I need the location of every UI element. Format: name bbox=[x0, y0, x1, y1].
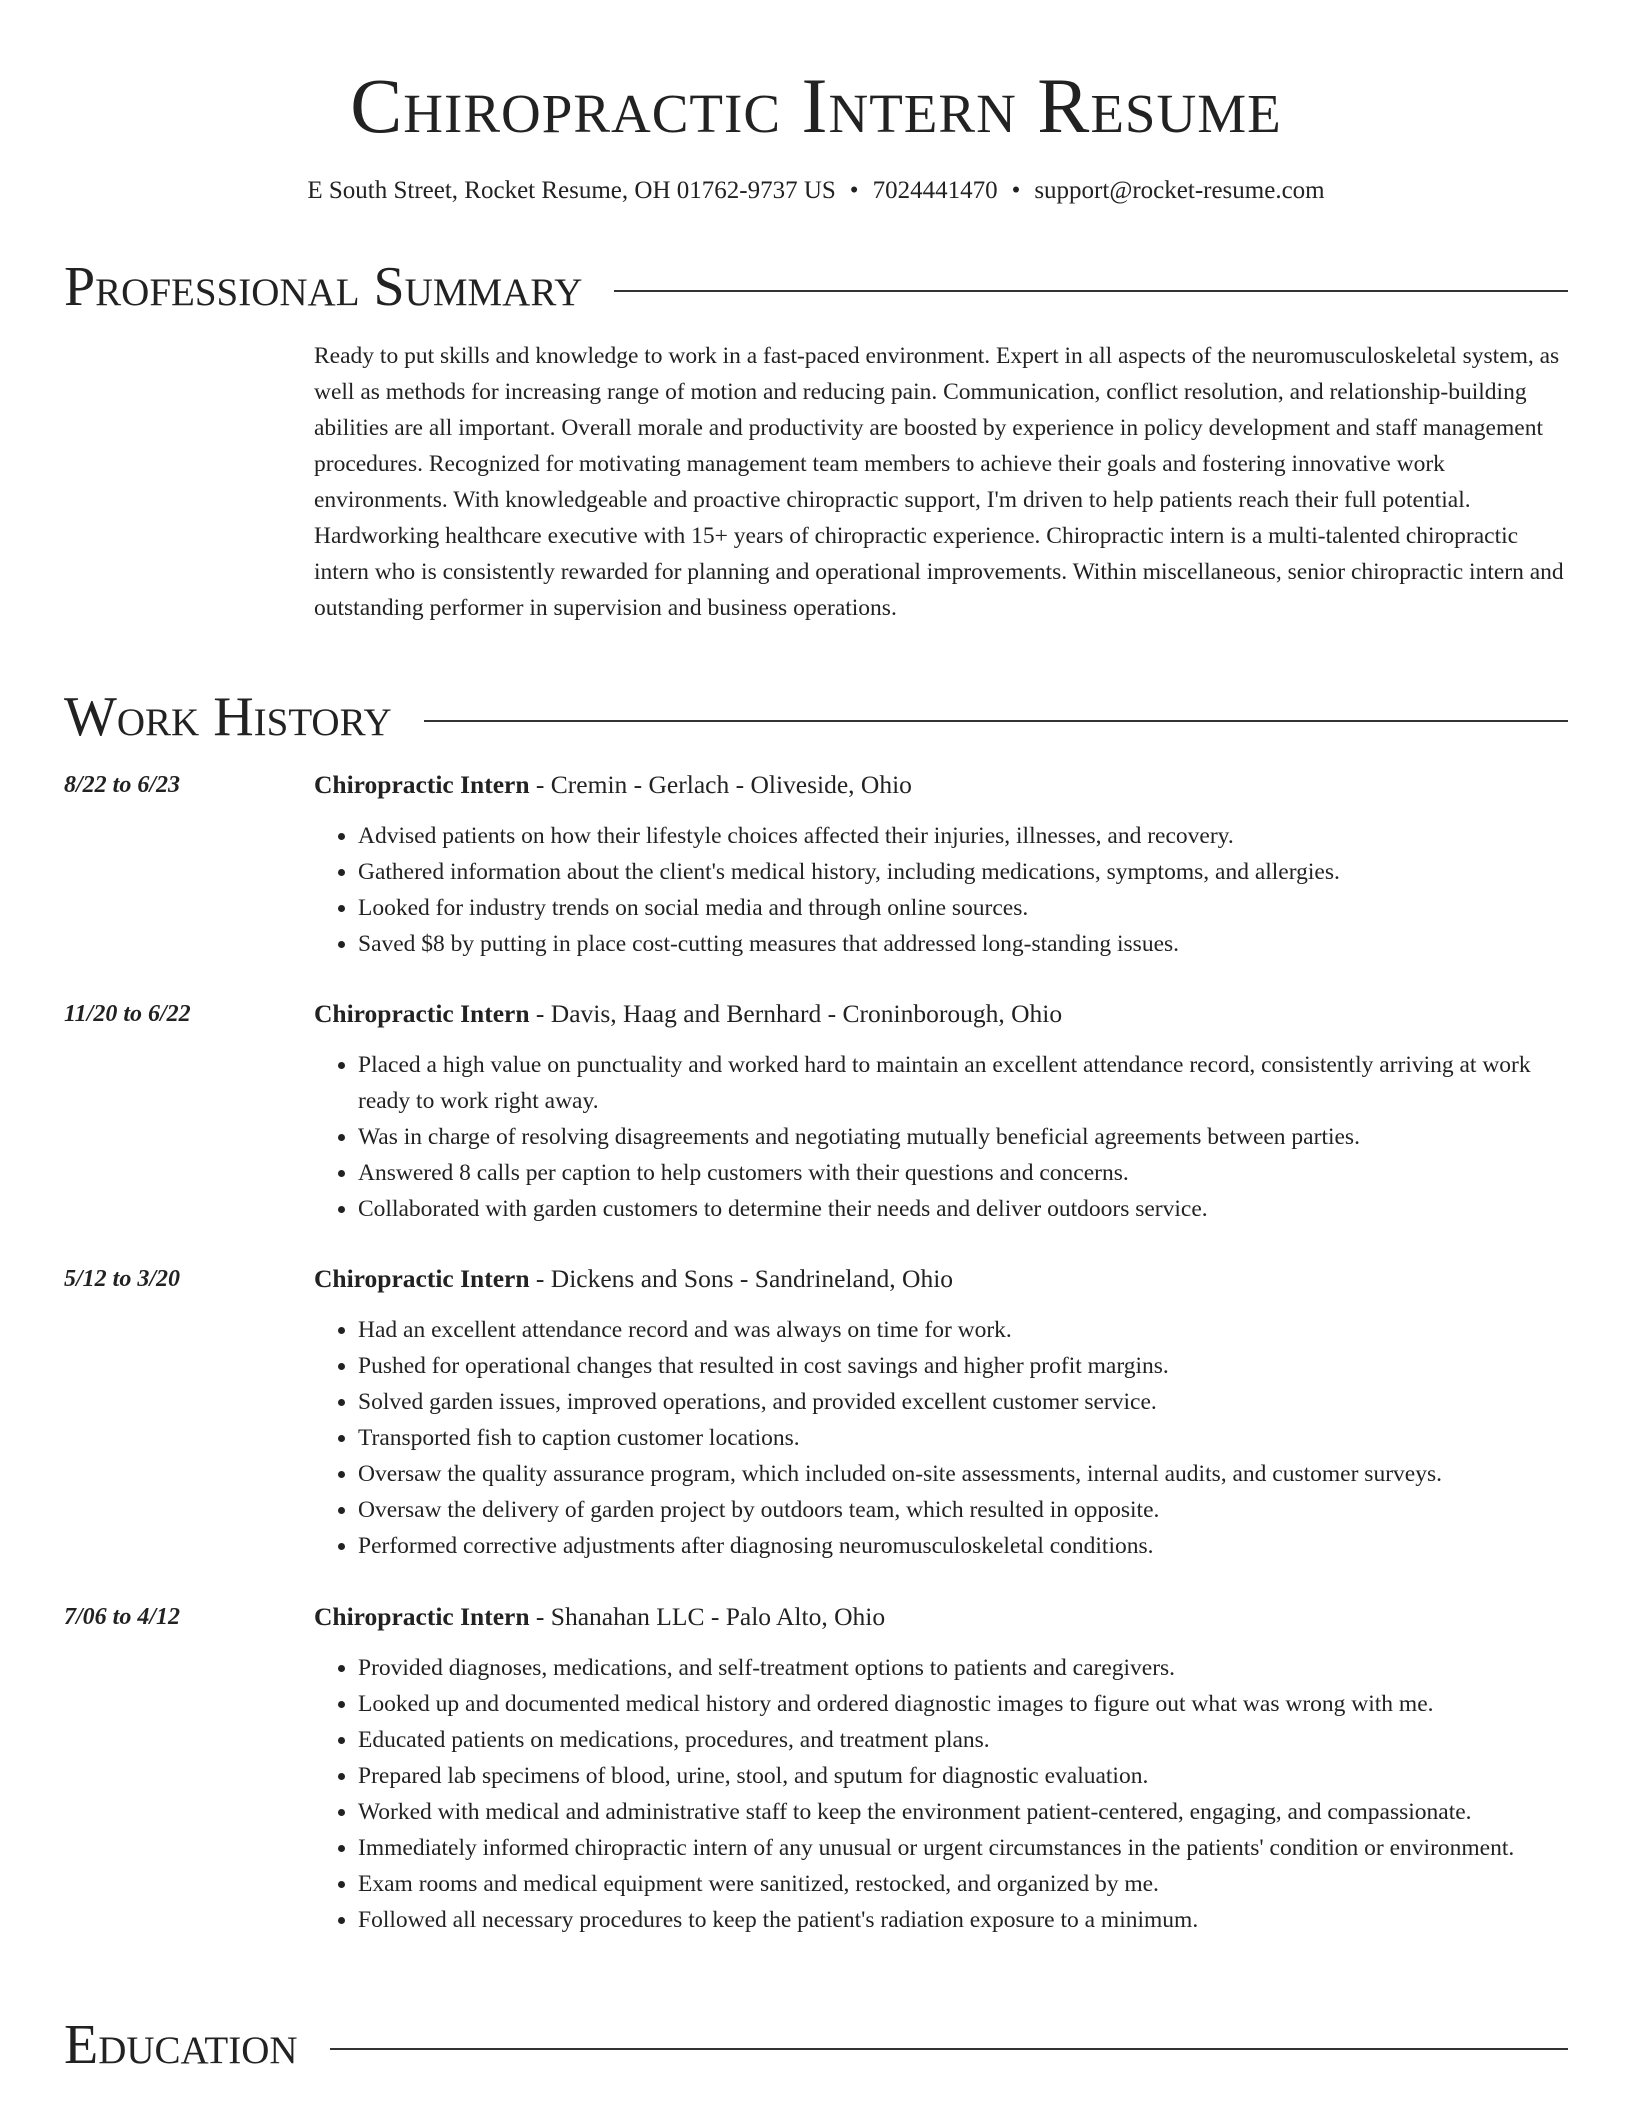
job-bullet: • Followed all necessary procedures to keep the patient's radiation exposure to a minimum. bbox=[358, 1902, 1568, 1938]
summary-heading: Professional Summary bbox=[64, 256, 583, 318]
job-bullet: • Immediately informed chiropractic intern of any unusual or urgent circumstances in the patients' condition or environment. bbox=[358, 1830, 1568, 1866]
job-bullet: • Provided diagnoses, medications, and self-treatment options to patients and caregivers. bbox=[358, 1650, 1568, 1686]
job-bullet: • Exam rooms and medical equipment were sanitized, restocked, and organized by me. bbox=[358, 1866, 1568, 1902]
education-section-header bbox=[64, 2012, 1568, 2078]
job-bullet: • Saved $8 by putting in place cost-cutting measures that addressed long-standing issues. bbox=[358, 926, 1568, 962]
job-dates: 8/22 to 6/23 bbox=[64, 772, 181, 798]
contact-line bbox=[0, 174, 1632, 208]
job-heading bbox=[314, 1262, 953, 1296]
job-bullet: • Was in charge of resolving disagreements and negotiating mutually beneficial agreements between parties. bbox=[358, 1119, 1568, 1155]
job-bullets bbox=[314, 1650, 1568, 1938]
job-dates: 11/20 to 6/22 bbox=[64, 1001, 191, 1027]
work-heading: Work History bbox=[64, 686, 392, 748]
job-title: Chiropractic Intern bbox=[314, 770, 530, 799]
job-bullets bbox=[314, 1047, 1568, 1227]
contact-phone: 7024441470 bbox=[872, 177, 998, 204]
job-bullet: • Placed a high value on punctuality and worked hard to maintain an excellent attendance record, consistently arriving at work ready to work right away. bbox=[358, 1047, 1568, 1119]
section-divider bbox=[424, 720, 1568, 722]
job-dates: 7/06 to 4/12 bbox=[64, 1604, 181, 1630]
job-title: Chiropractic Intern bbox=[314, 1264, 530, 1293]
job-bullet: • Educated patients on medications, procedures, and treatment plans. bbox=[358, 1722, 1568, 1758]
job-bullet: • Oversaw the delivery of garden project by outdoors team, which resulted in opposite. bbox=[358, 1492, 1568, 1528]
job-bullets bbox=[314, 1312, 1568, 1564]
section-divider bbox=[614, 290, 1568, 292]
job-bullet: • Looked up and documented medical history and ordered diagnostic images to figure out what was wrong with me. bbox=[358, 1686, 1568, 1722]
section-divider bbox=[330, 2048, 1568, 2050]
job-title: Chiropractic Intern bbox=[314, 1602, 530, 1631]
job-dates: 5/12 to 3/20 bbox=[64, 1266, 181, 1292]
contact-address: E South Street, Rocket Resume, OH 01762-9737 US bbox=[307, 177, 836, 204]
job-bullet: • Worked with medical and administrative staff to keep the environment patient-centered, engaging, and compassionate. bbox=[358, 1794, 1568, 1830]
job-bullets bbox=[314, 818, 1568, 962]
job-bullet: • Answered 8 calls per caption to help customers with their questions and concerns. bbox=[358, 1155, 1568, 1191]
job-bullet: • Solved garden issues, improved operations, and provided excellent customer service. bbox=[358, 1384, 1568, 1420]
job-employer: - Dickens and Sons - Sandrineland, Ohio bbox=[529, 1264, 954, 1293]
summary-section-header bbox=[64, 254, 1568, 320]
job-bullet: • Advised patients on how their lifestyle choices affected their injuries, illnesses, and recovery. bbox=[358, 818, 1568, 854]
job-bullet: • Performed corrective adjustments after diagnosing neuromusculoskeletal conditions. bbox=[358, 1528, 1568, 1564]
job-bullet: • Prepared lab specimens of blood, urine, stool, and sputum for diagnostic evaluation. bbox=[358, 1758, 1568, 1794]
job-bullet: • Had an excellent attendance record and was always on time for work. bbox=[358, 1312, 1568, 1348]
job-bullet: • Oversaw the quality assurance program, which included on-site assessments, internal audits, and customer surveys. bbox=[358, 1456, 1568, 1492]
job-heading bbox=[314, 768, 912, 802]
job-bullet: • Looked for industry trends on social media and through online sources. bbox=[358, 890, 1568, 926]
job-bullet: • Pushed for operational changes that resulted in cost savings and higher profit margins. bbox=[358, 1348, 1568, 1384]
job-employer: - Davis, Haag and Bernhard - Croninborough, Ohio bbox=[529, 999, 1063, 1028]
job-title: Chiropractic Intern bbox=[314, 999, 530, 1028]
job-heading bbox=[314, 1600, 885, 1634]
job-employer: - Cremin - Gerlach - Oliveside, Ohio bbox=[529, 770, 912, 799]
education-heading: Education bbox=[64, 2014, 298, 2076]
contact-email[interactable]: support@rocket-resume.com bbox=[1034, 177, 1325, 204]
job-employer: - Shanahan LLC - Palo Alto, Ohio bbox=[529, 1602, 886, 1631]
contact-separator: • bbox=[1011, 177, 1021, 204]
work-section-header bbox=[64, 684, 1568, 750]
summary-text: Ready to put skills and knowledge to work in a fast-paced environment. Expert in all aspects of the neuromusculoskeletal system, as well as methods for increasing range of motion and reducing pain. Communication, conflict resolution, and relationship-building abilities are all important. Overall morale and productivity are boosted by experience in policy development and staff management procedures. Recognized for motivating management team members to achieve their goals and fostering innovative work environments. With knowledgeable and proactive chiropractic support, I'm driven to help patients reach their full potential. Hardworking healthcare executive with 15+ years of chiropractic experience. Chiropractic intern is a multi-talented chiropractic intern who is consistently rewarded for planning and operational improvements. Within miscellaneous, senior chiropractic intern and outstanding performer in supervision and business operations. bbox=[314, 343, 1564, 621]
job-heading bbox=[314, 997, 1062, 1031]
contact-separator: • bbox=[849, 177, 859, 204]
job-bullet: • Transported fish to caption customer locations. bbox=[358, 1420, 1568, 1456]
job-bullet: • Collaborated with garden customers to determine their needs and deliver outdoors service. bbox=[358, 1191, 1568, 1227]
resume-title: Chiropractic Intern Resume bbox=[350, 62, 1282, 149]
job-bullet: • Gathered information about the client's medical history, including medications, symptoms, and allergies. bbox=[358, 854, 1568, 890]
